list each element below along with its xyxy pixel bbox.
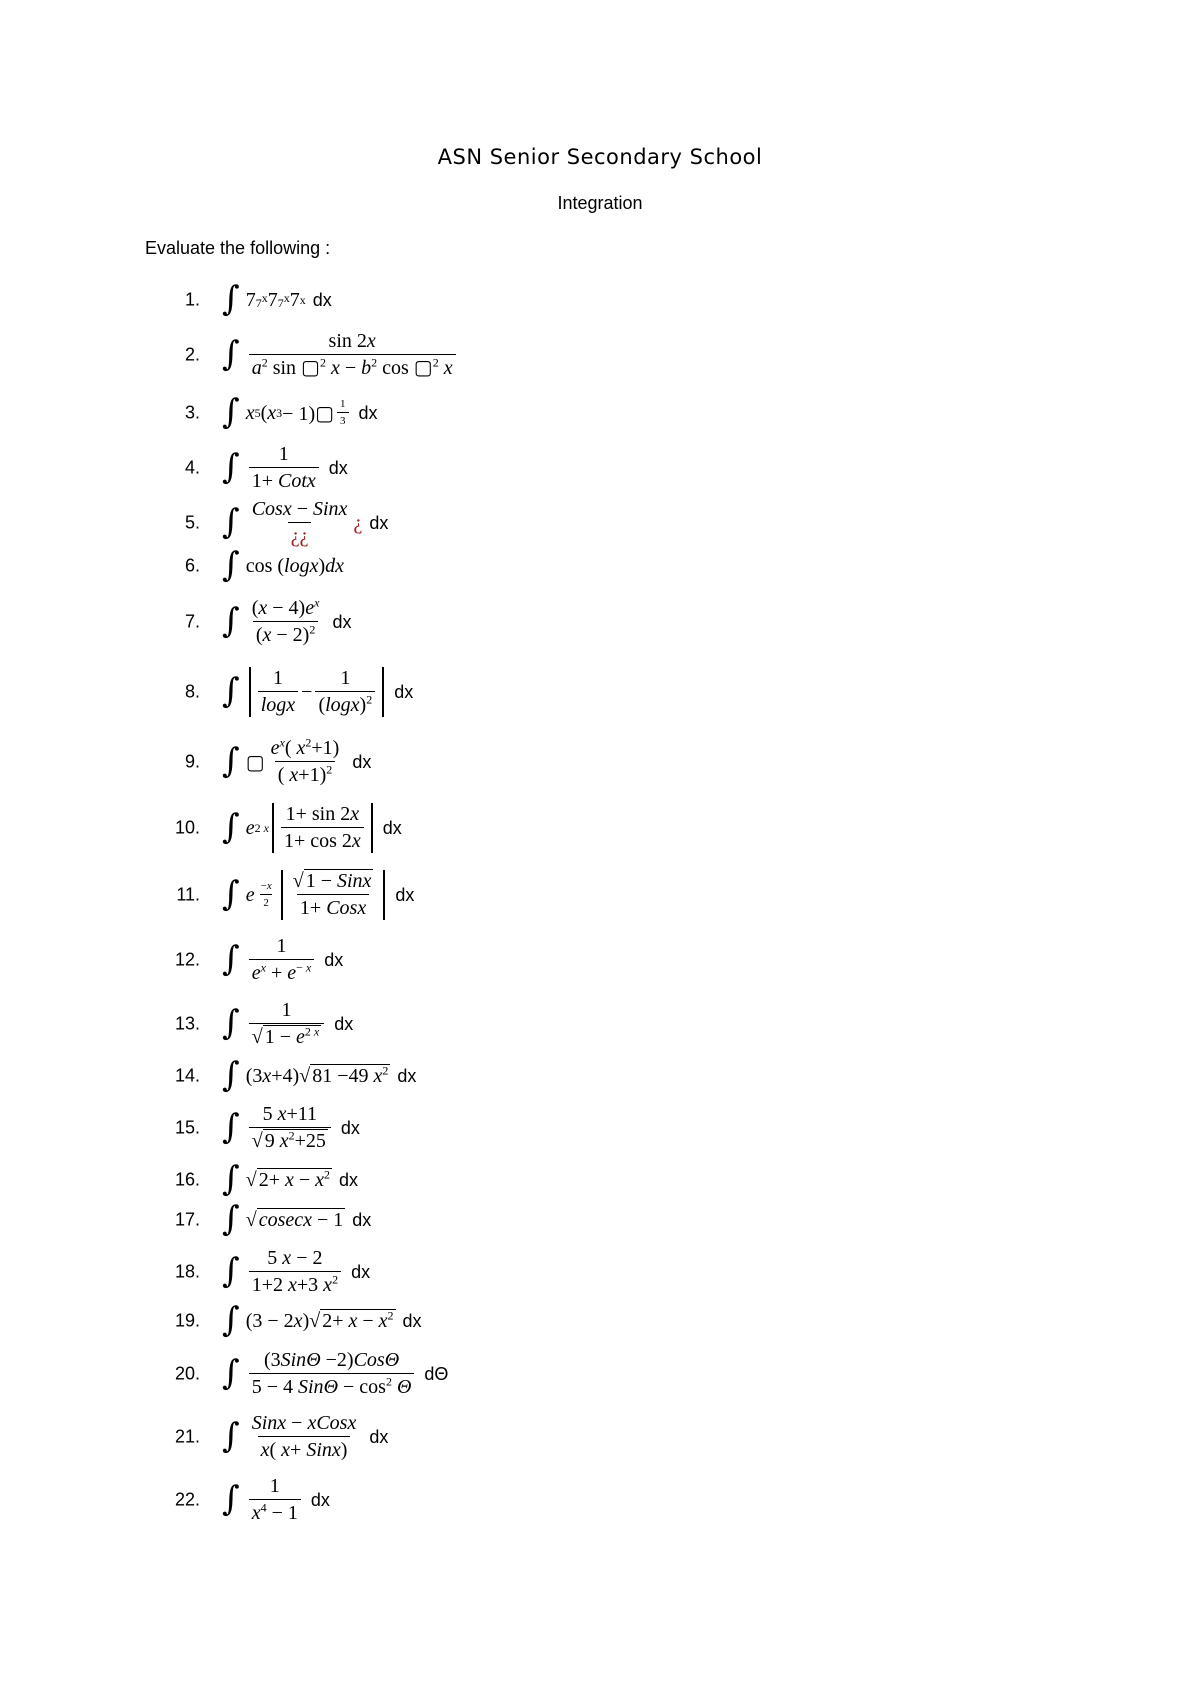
integral-expression	[222, 279, 332, 319]
integral-sign: ∫	[222, 1055, 240, 1095]
differential: dx	[334, 1013, 354, 1034]
integrand: $\frac{\text{Cosx − Sinx}}{¿¿}$ ¿	[251, 498, 363, 547]
differential: dx	[352, 751, 372, 772]
integral-sign: ∫	[222, 279, 240, 319]
worksheet-subject: Integration	[557, 193, 643, 213]
integral-expression	[222, 392, 378, 432]
integral-sign: ∫	[222, 334, 240, 374]
differential: dx	[395, 884, 415, 905]
problem-number: 21.	[174, 1426, 200, 1447]
problem-number: 17.	[174, 1209, 200, 1230]
differential: dx	[369, 1426, 389, 1447]
integrand: x 5 ( x 3 − 1)▢ $\frac{1}{3}$	[246, 398, 352, 427]
integral-expression	[222, 498, 388, 548]
differential: dx	[332, 611, 352, 632]
integral-expression	[222, 1475, 330, 1525]
integral-sign: ∫	[222, 601, 240, 641]
differential: dx	[324, 949, 344, 970]
integral-sign: ∫	[222, 741, 240, 781]
integral-sign: ∫	[222, 1199, 240, 1239]
differential: dx	[351, 1261, 371, 1282]
problem-number: 1.	[184, 289, 200, 310]
integral-expression	[222, 737, 371, 787]
integral-sign: ∫	[222, 502, 240, 542]
problem-number: 16.	[174, 1169, 200, 1190]
problem-number: 2.	[184, 344, 200, 365]
integrand: $\frac{1}{x^4 - 1}$	[246, 1475, 304, 1525]
integral-sign: ∫	[222, 1300, 240, 1340]
integral-expression	[222, 1055, 417, 1095]
integral-expression	[222, 667, 413, 717]
integral-sign: ∫	[222, 874, 240, 914]
integrand: ▢ $\frac{e^x( x^2+1)}{( x+1)^2}$	[245, 735, 340, 786]
integrand: $\frac{1}{e^x + e^{- x}}$	[246, 935, 318, 985]
problem-number: 5.	[184, 512, 200, 533]
problem-number: 6.	[184, 555, 200, 576]
integral-sign: ∫	[222, 1159, 240, 1199]
differential: dΘ	[424, 1363, 449, 1384]
differential: dx	[339, 1169, 359, 1190]
integrand: (3 x +4)√ 81 −49 $x^2$	[245, 1063, 389, 1087]
school-name: ASN Senior Secondary School	[437, 145, 763, 169]
integral-expression	[222, 1159, 359, 1199]
integrand: (3 − 2 x )√ $2+ x - x^2$	[245, 1308, 394, 1332]
integral-sign: ∫	[222, 545, 240, 585]
differential: dx	[328, 457, 348, 478]
integrand: $\frac{\sin 2x}{a^2 \sin ▢^2 x - b^2 \cos ▢^2 x}$	[246, 330, 459, 380]
problem-number: 11.	[176, 884, 200, 905]
differential: dx	[369, 512, 389, 533]
differential: dx	[310, 1489, 330, 1510]
integrand: $\frac{1}{√ 1 - e^{2 x}}$	[246, 999, 327, 1049]
integral-sign: ∫	[222, 807, 240, 847]
integrand: √ cosecx − 1	[245, 1208, 344, 1231]
integrand: e 2 x $\frac{1+ \sin 2x}{1+ \cos 2x}$	[246, 803, 376, 853]
integral-expression	[222, 999, 353, 1049]
differential: dx	[312, 289, 332, 310]
differential: dx	[397, 1065, 417, 1086]
integral-expression	[222, 1103, 360, 1153]
integral-expression	[222, 870, 414, 920]
integral-expression	[222, 597, 351, 647]
instruction-text: Evaluate the following :	[145, 238, 331, 258]
integrand: $\frac{1}{\log x}$ − $\frac{1}{(\log x)^2}$	[246, 667, 388, 717]
integral-sign: ∫	[222, 1479, 240, 1519]
integral-sign: ∫	[222, 939, 240, 979]
integrand: 7 7$^x$ 7 7$^x$ 7 x	[245, 288, 306, 311]
problem-number: 10.	[174, 817, 200, 838]
integral-sign: ∫	[222, 1416, 240, 1456]
differential: dx	[394, 681, 414, 702]
differential: dx	[352, 1209, 372, 1230]
integral-expression	[222, 1412, 388, 1462]
problem-number: 9.	[184, 751, 200, 772]
integrand: $\frac{5 x - 2}{1+2 x+3 x^2}$	[246, 1247, 344, 1297]
problem-number: 22.	[174, 1489, 200, 1510]
problem-number: 13.	[174, 1013, 200, 1034]
integrand: e $\frac{-x}{2}$ $\frac{\text{√ 1 − Sinx}}{\text{1+ Cosx}}$	[246, 870, 389, 920]
integral-expression	[222, 1199, 372, 1239]
problem-number: 8.	[184, 681, 200, 702]
problem-number: 15.	[174, 1117, 200, 1138]
integral-expression	[222, 330, 459, 380]
problem-number: 3.	[184, 402, 200, 423]
problem-number: 20.	[174, 1363, 200, 1384]
integral-sign: ∫	[222, 1003, 240, 1043]
integrand: cos ( logx ) dx	[245, 554, 345, 577]
integral-sign: ∫	[222, 1353, 240, 1393]
integral-sign: ∫	[222, 447, 240, 487]
integrand: $\frac{\text{Sinx − xCosx}}{\text{x( x+ Sinx)}}$	[251, 1412, 357, 1461]
integral-sign: ∫	[222, 671, 240, 711]
integral-expression	[222, 935, 343, 985]
problem-number: 7.	[184, 611, 200, 632]
integral-expression	[222, 443, 348, 493]
problem-number: 18.	[174, 1261, 200, 1282]
integral-expression	[222, 803, 402, 853]
differential: dx	[358, 402, 378, 423]
integral-expression	[222, 1300, 422, 1340]
integral-expression	[222, 545, 345, 585]
differential: dx	[382, 817, 402, 838]
problem-number: 4.	[184, 457, 200, 478]
integral-sign: ∫	[222, 1251, 240, 1291]
integral-sign: ∫	[222, 392, 240, 432]
differential: dx	[340, 1117, 360, 1138]
integral-expression	[222, 1247, 370, 1297]
integral-sign: ∫	[222, 1107, 240, 1147]
problem-number: 12.	[174, 949, 200, 970]
differential: dx	[402, 1310, 422, 1331]
integral-expression	[222, 1349, 448, 1399]
integrand: $\frac{\text{(3SinΘ −2)CosΘ}}{5 - 4 Sin\Theta - \cos^2 \Theta}$	[246, 1349, 418, 1399]
problem-number: 19.	[174, 1310, 200, 1331]
integrand: $\frac{5 x+11}{√ 9 x^2+25}$	[246, 1103, 334, 1153]
integrand: $\frac{1}{\text{1+ Cotx}}$	[246, 443, 322, 493]
integrand: √ $2+ x - x^2$	[245, 1167, 331, 1191]
problem-number: 14.	[174, 1065, 200, 1086]
integrand: $\frac{(x - 4)e^x}{(x - 2)^2}$	[251, 595, 320, 646]
